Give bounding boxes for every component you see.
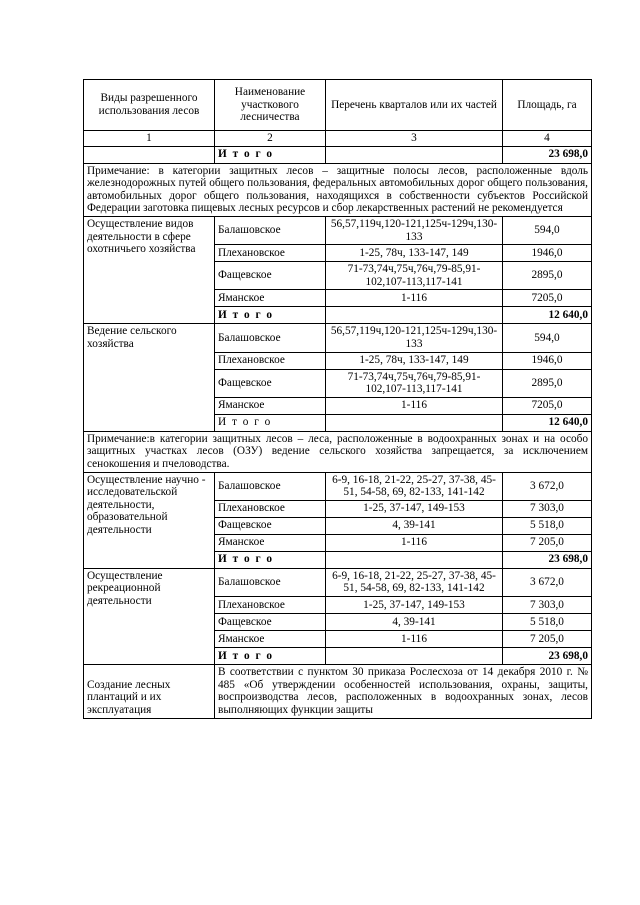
table-row: [84, 664, 592, 718]
note-row: [84, 431, 592, 472]
area-value: 594,0: [503, 216, 592, 244]
district-name: Плехановское: [215, 352, 326, 369]
top-total-row: [84, 146, 592, 163]
quarters-list: 6-9, 16-18, 21-22, 25-27, 37-38, 45-51, 54-58, 69, 82-133, 141-142: [326, 568, 503, 596]
area-value: 7 303,0: [503, 596, 592, 613]
quarters-list: 1-116: [326, 630, 503, 647]
quarters-list: 6-9, 16-18, 21-22, 25-27, 37-38, 45-51, 54-58, 69, 82-133, 141-142: [326, 472, 503, 500]
total-area: 23 698,0: [503, 647, 592, 664]
empty-cell: [326, 414, 503, 431]
district-name: Плехановское: [215, 245, 326, 262]
empty-cell: [326, 551, 503, 568]
district-name: Яманское: [215, 534, 326, 551]
district-name: Балашовское: [215, 324, 326, 352]
note-text: Примечание: в категории защитных лесов – защитные полосы лесов, расположенные вдоль железнодорожных путей общего пользования, федеральных автомобильных дорог общего пользования, автомобильных дорог общего пользования, находящихся в собственности субъектов Российской Федерации заготовка пищевых лесных ресурсов и сбор лекарственных растений не рекомендуется: [84, 163, 592, 216]
forest-use-table: [83, 79, 592, 719]
use-type: Создание лесных плантаций и их эксплуатация: [84, 664, 215, 718]
quarters-list: 1-25, 37-147, 149-153: [326, 596, 503, 613]
quarters-list: 71-73,74ч,75ч,76ч,79-85,91-102,107-113,117-141: [326, 369, 503, 397]
area-value: 7205,0: [503, 290, 592, 307]
district-name: Балашовское: [215, 568, 326, 596]
empty-cell: [326, 146, 503, 163]
district-name: Яманское: [215, 397, 326, 414]
header-quarters: Перечень кварталов или их частей: [326, 80, 503, 131]
use-type: Осуществление научно - исследовательской деятельности, образовательной деятельности: [84, 472, 215, 568]
empty-cell: [84, 146, 215, 163]
total-label: И т о г о: [215, 414, 326, 431]
quarters-list: 1-25, 78ч, 133-147, 149: [326, 352, 503, 369]
total-label: И т о г о: [215, 146, 326, 163]
total-label: И т о г о: [215, 307, 326, 324]
quarters-list: 56,57,119ч,120-121,125ч-129ч,130-133: [326, 324, 503, 352]
district-name: Плехановское: [215, 596, 326, 613]
district-name: Яманское: [215, 630, 326, 647]
regulation-text: В соответствии с пунктом 30 приказа Рослесхоза от 14 декабря 2010 г. № 485 «Об утверждении особенностей использования, охраны, защиты, воспроизводства лесов, расположенных в водоохранных зонах, лесов выполняющих функции защиты: [215, 664, 592, 718]
quarters-list: 1-116: [326, 397, 503, 414]
area-value: 1946,0: [503, 245, 592, 262]
district-name: Плехановское: [215, 500, 326, 517]
header-use-type: Виды разрешенного использования лесов: [84, 80, 215, 131]
district-name: Балашовское: [215, 216, 326, 244]
area-value: 3 672,0: [503, 568, 592, 596]
total-area: 12 640,0: [503, 414, 592, 431]
total-label: И т о г о: [215, 551, 326, 568]
area-value: 7 303,0: [503, 500, 592, 517]
area-value: 7 205,0: [503, 630, 592, 647]
area-value: 3 672,0: [503, 472, 592, 500]
use-type: Осуществление видов деятельности в сфере охотничьего хозяйства: [84, 216, 215, 323]
total-area: 23 698,0: [503, 551, 592, 568]
table-row: [84, 324, 592, 352]
column-number: 4: [503, 131, 592, 147]
quarters-list: 1-25, 78ч, 133-147, 149: [326, 245, 503, 262]
area-value: 1946,0: [503, 352, 592, 369]
area-value: 2895,0: [503, 262, 592, 290]
total-area: 23 698,0: [503, 146, 592, 163]
district-name: Фащевское: [215, 517, 326, 534]
column-number: 3: [326, 131, 503, 147]
header-district: Наименование участкового лесничества: [215, 80, 326, 131]
total-area: 12 640,0: [503, 307, 592, 324]
note-row: [84, 163, 592, 216]
area-value: 7 205,0: [503, 534, 592, 551]
area-value: 5 518,0: [503, 517, 592, 534]
quarters-list: 71-73,74ч,75ч,76ч,79-85,91-102,107-113,117-141: [326, 262, 503, 290]
quarters-list: 1-116: [326, 534, 503, 551]
district-name: Яманское: [215, 290, 326, 307]
district-name: Фащевское: [215, 369, 326, 397]
header-area: Площадь, га: [503, 80, 592, 131]
note-text: Примечание:в категории защитных лесов – леса, расположенные в водоохранных зонах и на особо защитных участках лесов (ОЗУ) ведение сельского хозяйства запрещается, за исключением сенокошения и пчеловодства.: [84, 431, 592, 472]
district-name: Фащевское: [215, 262, 326, 290]
table-row: [84, 568, 592, 596]
table-row: [84, 472, 592, 500]
quarters-list: 1-25, 37-147, 149-153: [326, 500, 503, 517]
table-header-row: [84, 80, 592, 131]
area-value: 594,0: [503, 324, 592, 352]
column-number-row: [84, 131, 592, 147]
area-value: 5 518,0: [503, 613, 592, 630]
area-value: 7205,0: [503, 397, 592, 414]
area-value: 2895,0: [503, 369, 592, 397]
district-name: Балашовское: [215, 472, 326, 500]
table-row: [84, 216, 592, 244]
district-name: Фащевское: [215, 613, 326, 630]
quarters-list: 1-116: [326, 290, 503, 307]
column-number: 1: [84, 131, 215, 147]
quarters-list: 56,57,119ч,120-121,125ч-129ч,130-133: [326, 216, 503, 244]
quarters-list: 4, 39-141: [326, 613, 503, 630]
quarters-list: 4, 39-141: [326, 517, 503, 534]
total-label: И т о г о: [215, 647, 326, 664]
empty-cell: [326, 307, 503, 324]
use-type: Ведение сельского хозяйства: [84, 324, 215, 431]
use-type: Осуществление рекреационной деятельности: [84, 568, 215, 664]
column-number: 2: [215, 131, 326, 147]
empty-cell: [326, 647, 503, 664]
